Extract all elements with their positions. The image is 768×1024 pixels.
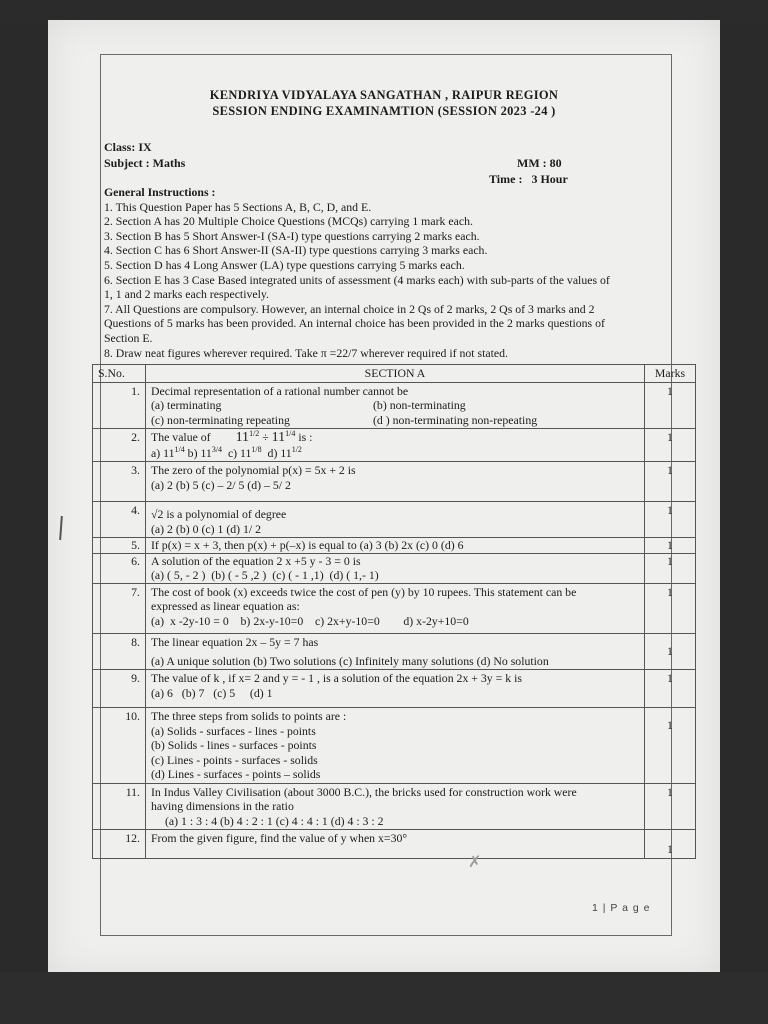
question-text (151, 430, 639, 446)
question-options: (a) A unique solution (b) Two solutions (c) Infinitely many solutions (d) No solution (151, 653, 549, 668)
option-c: c) 11 (222, 445, 252, 460)
question-text: The value of k , if x= 2 and y = - 1 , is a solution of the equation 2x + 3y = k is (151, 671, 522, 685)
marks-value: 1 (645, 830, 696, 859)
table-row (93, 708, 696, 784)
sno-header: S.No. (93, 365, 146, 383)
question-cell (146, 462, 645, 502)
question-cell (146, 382, 645, 429)
exam-title: SESSION ENDING EXAMINAMTION (SESSION 2023 -24 ) (212, 104, 556, 118)
question-text: Decimal representation of a rational number cannot be (151, 383, 409, 398)
q2-base-1: 11 (235, 430, 250, 445)
page-footer: 1 | P a g e (592, 902, 651, 914)
table-header-row (93, 365, 696, 383)
q4-text: is a polynomial of degree (163, 507, 287, 521)
instruction-line: Questions of 5 marks has been provided. An internal choice has been provided in the 2 marks questions of (104, 316, 605, 331)
question-text: A solution of the equation 2 x +5 y - 3 = 0 is (151, 553, 361, 568)
table-row (93, 538, 696, 554)
option-d: (d ) non-terminating non-repeating (373, 412, 538, 427)
table-row (93, 382, 696, 429)
question-text: The zero of the polynomial p(x) = 5x + 2 is (151, 463, 356, 477)
question-number: 6. (93, 553, 146, 583)
question-number: 4. (93, 502, 146, 538)
marks-value: 1 (645, 783, 696, 830)
question-text: The three steps from solids to points are : (151, 709, 347, 723)
school-title: KENDRIYA VIDYALAYA SANGATHAN , RAIPUR REGION (209, 88, 559, 102)
question-number: 10. (93, 708, 146, 784)
question-text (151, 507, 639, 522)
question-text: From the given figure, find the value of y when x=30° (146, 830, 645, 859)
instruction-line: Section E. (104, 330, 153, 345)
marks-value: 1 (645, 462, 696, 502)
question-text: In Indus Valley Civilisation (about 3000 B.C.), the bricks used for construction work were (151, 784, 577, 799)
question-cell (146, 670, 645, 708)
marks-header: Marks (645, 365, 696, 383)
scan-border-bottom (0, 972, 768, 1024)
question-options: (a) ( 5, - 2 ) (b) ( - 5 ,2 ) (c) ( - 1 ,1) (d) ( 1,- 1) (151, 568, 379, 582)
time-label: Time : 3 Hour (489, 172, 568, 186)
pen-smudge-mark: ✗ (468, 854, 482, 871)
question-cell (146, 553, 645, 583)
question-number: 7. (93, 583, 146, 634)
q2-suffix: is : (295, 430, 313, 444)
question-options (151, 446, 639, 461)
question-cell (146, 783, 645, 830)
question-number: 11. (93, 783, 146, 830)
table-row (93, 502, 696, 538)
marks-value: 1 (645, 634, 696, 670)
question-cell (146, 429, 645, 462)
sqrt-symbol: √2 (151, 507, 164, 521)
option-d-exponent: 1/2 (291, 444, 302, 454)
option-a: a) 11 (151, 445, 175, 460)
marks-value: 1 (645, 382, 696, 429)
table-row (93, 429, 696, 462)
option-d: (d) Lines - surfaces - points – solids (151, 767, 321, 781)
marks-value: 1 (645, 538, 696, 554)
table-row (93, 670, 696, 708)
question-text: If p(x) = x + 3, then p(x) + p(–x) is equal to (a) 3 (b) 2x (c) 0 (d) 6 (146, 538, 645, 554)
subject-label: Subject : Maths (104, 156, 186, 170)
general-instructions (104, 185, 694, 360)
question-options: (a) 6 (b) 7 (c) 5 (d) 1 (151, 685, 273, 700)
table-row (93, 553, 696, 583)
marks-value: 1 (645, 553, 696, 583)
question-number: 5. (93, 538, 146, 554)
option-b: b) 11 (184, 445, 212, 460)
question-text: The cost of book (x) exceeds twice the cost of pen (y) by 10 rupees. This statement can be (151, 584, 577, 599)
question-number: 2. (93, 429, 146, 462)
marks-value: 1 (645, 429, 696, 462)
instruction-line: 8. Draw neat figures wherever required. Take π =22/7 wherever required if not stated. (104, 345, 508, 360)
question-number: 8. (93, 634, 146, 670)
option-b: (b) Solids - lines - surfaces - points (151, 738, 317, 752)
q2-base-2: 11 (271, 430, 286, 445)
table-row (93, 462, 696, 502)
question-text: The linear equation 2x – 5y = 7 has (151, 635, 319, 649)
question-options: (a) x -2y-10 = 0 b) 2x-y-10=0 c) 2x+y-10=0 d) x-2y+10=0 (151, 613, 469, 628)
table-row (93, 583, 696, 634)
question-text-cont: having dimensions in the ratio (151, 799, 294, 813)
question-cell (146, 708, 645, 784)
q2-prefix: The value of (151, 430, 211, 444)
instruction-line: 6. Section E has 3 Case Based integrated units of assessment (4 marks each) with sub-parts of the values of (104, 272, 610, 287)
instruction-line: 4. Section C has 6 Short Answer-II (SA-II) type questions carrying 3 marks each. (104, 243, 488, 258)
table-row (93, 830, 696, 859)
marks-value: 1 (645, 583, 696, 634)
question-number: 1. (93, 382, 146, 429)
section-a-table (92, 364, 696, 859)
instruction-line: 5. Section D has 4 Long Answer (LA) type questions carrying 5 marks each. (104, 257, 465, 272)
option-b-exponent: 3/4 (211, 444, 223, 454)
question-number: 12. (93, 830, 146, 859)
q2-operator: ÷ (259, 430, 272, 444)
instruction-line: 1, 1 and 2 marks each respectively. (104, 287, 269, 302)
class-label: Class: IX (104, 140, 152, 154)
table-row (93, 783, 696, 830)
question-text-cont: expressed as linear equation as: (151, 599, 300, 613)
scan-border-top (0, 0, 768, 22)
marks-value: 1 (645, 502, 696, 538)
section-header: SECTION A (146, 365, 645, 383)
marks-value: 1 (645, 670, 696, 708)
question-number: 9. (93, 670, 146, 708)
max-marks-label: MM : 80 (517, 156, 562, 170)
option-c-exponent: 1/8 (251, 444, 262, 454)
option-c: (c) Lines - points - surfaces - solids (151, 752, 318, 767)
option-a: (a) terminating (151, 398, 222, 412)
question-options: (a) 1 : 3 : 4 (b) 4 : 2 : 1 (c) 4 : 4 : 1 (d) 4 : 3 : 2 (165, 813, 384, 828)
option-d: d) 11 (261, 445, 292, 460)
question-cell (146, 634, 645, 670)
instruction-line: 2. Section A has 20 Multiple Choice Questions (MCQs) carrying 1 mark each. (104, 214, 473, 229)
question-options: (a) 2 (b) 0 (c) 1 (d) 1/ 2 (151, 521, 262, 536)
question-cell (146, 502, 645, 538)
instruction-line: 3. Section B has 5 Short Answer-I (SA-I) type questions carrying 2 marks each. (104, 228, 480, 243)
q2-exponent-1: 1/2 (249, 429, 260, 439)
instruction-line: 7. All Questions are compulsory. However, an internal choice in 2 Qs of 2 marks, 2 Qs of 3 marks and 2 (104, 301, 595, 316)
question-options: (a) 2 (b) 5 (c) – 2/ 5 (d) – 5/ 2 (151, 477, 291, 492)
option-a: (a) Solids - surfaces - lines - points (151, 723, 316, 738)
table-row (93, 634, 696, 670)
option-c: (c) non-terminating repeating (151, 412, 290, 427)
instructions-heading: General Instructions : (104, 185, 216, 199)
option-a-exponent: 1/4 (174, 444, 185, 454)
question-number: 3. (93, 462, 146, 502)
marks-value: 1 (645, 708, 696, 784)
question-cell (146, 583, 645, 634)
option-b: (b) non-terminating (373, 398, 466, 412)
q2-exponent-2: 1/4 (285, 429, 296, 439)
instruction-line: 1. This Question Paper has 5 Sections A, B, C, D, and E. (104, 199, 372, 214)
